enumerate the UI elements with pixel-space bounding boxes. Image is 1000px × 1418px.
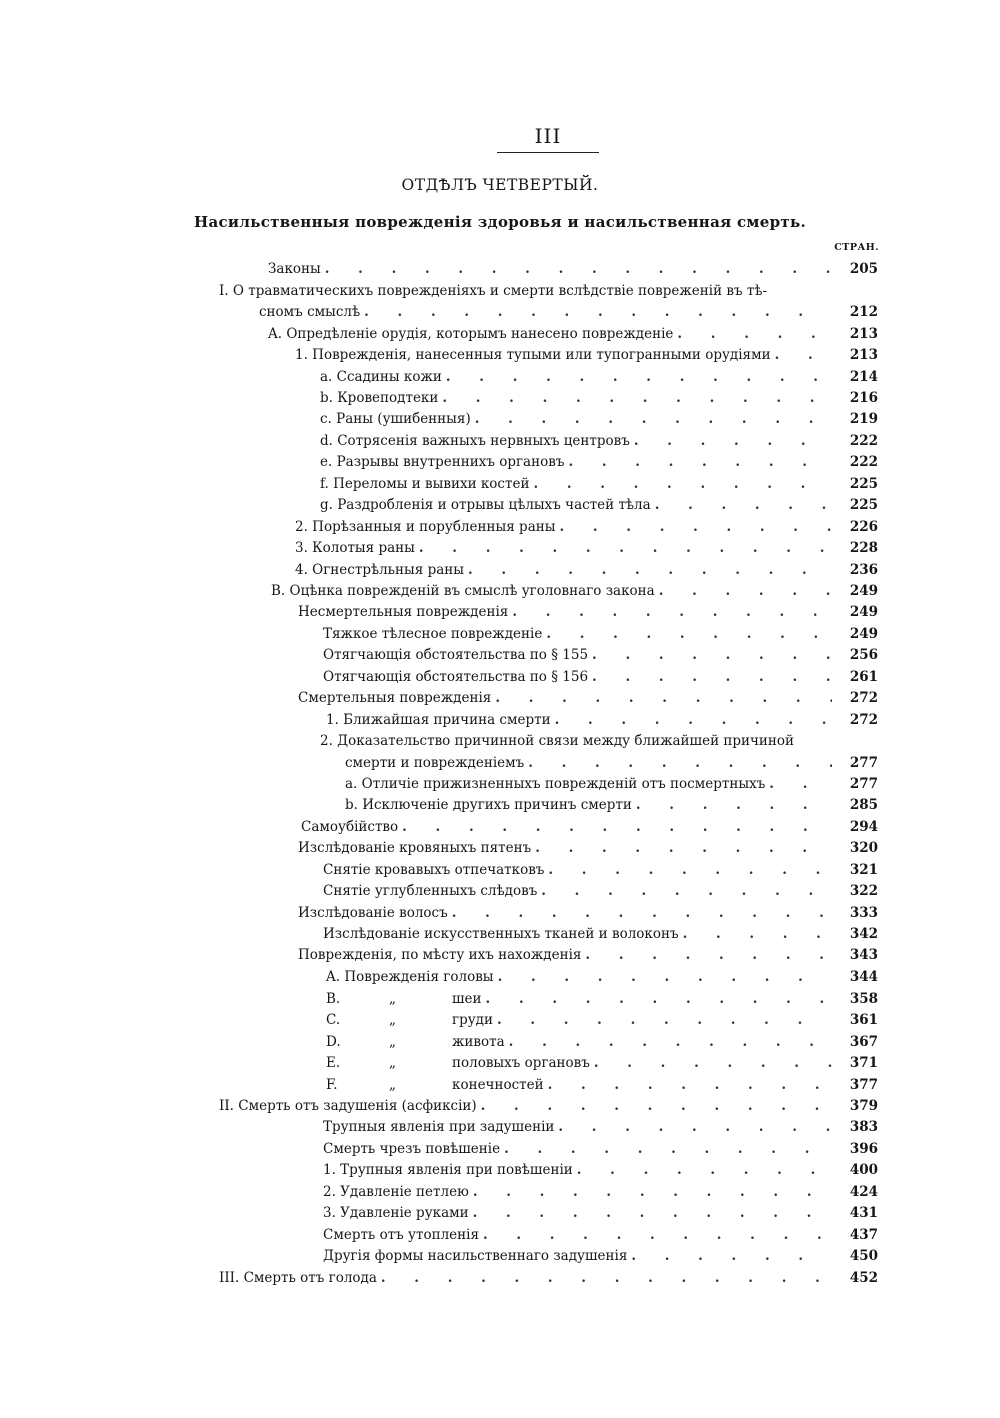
toc-entry-letter: D. xyxy=(326,1034,341,1050)
toc-entry-text: 1. Поврежденія, нанесенныя тупыми или тупогранными орудіями xyxy=(295,347,771,363)
toc-entry-text: A. Опредѣленіе орудія, которымъ нанесено поврежденіе xyxy=(268,326,674,342)
toc-entry xyxy=(320,387,832,409)
toc-row xyxy=(0,344,1000,366)
toc-entry-letter: E. xyxy=(326,1055,341,1071)
toc-entry-text: b. Исключеніе другихъ причинъ смерти xyxy=(345,797,632,813)
toc-page-number: 361 xyxy=(849,1012,878,1028)
toc-row xyxy=(0,280,1000,302)
toc-entry xyxy=(323,1116,832,1138)
dot-leader xyxy=(683,923,832,945)
toc-row xyxy=(0,752,1000,774)
dot-leader xyxy=(560,516,833,538)
dot-leader xyxy=(636,794,832,816)
dot-leader xyxy=(535,837,832,859)
toc-page-number: 205 xyxy=(849,261,878,277)
toc-entry-text: Самоубійство xyxy=(301,819,399,835)
toc-entry xyxy=(323,923,832,945)
toc-page-number: 228 xyxy=(849,540,878,556)
toc-entry-label: шеи xyxy=(452,991,482,1007)
toc-row xyxy=(0,1202,1000,1224)
toc-entry xyxy=(298,837,832,859)
dot-leader xyxy=(473,1181,832,1203)
toc-row xyxy=(0,1095,1000,1117)
toc-entry xyxy=(345,773,832,795)
page-number: III xyxy=(497,124,599,153)
dot-leader xyxy=(468,559,832,581)
toc-row xyxy=(0,387,1000,409)
toc-page-number: 236 xyxy=(849,562,878,578)
toc-row xyxy=(0,258,1000,280)
toc-row xyxy=(0,494,1000,516)
toc-entry-ditto: „ xyxy=(389,1034,396,1050)
toc-entry xyxy=(301,816,832,838)
toc-row xyxy=(0,988,1000,1010)
toc-entry-ditto: „ xyxy=(389,1012,396,1028)
toc-page-number: 379 xyxy=(849,1098,878,1114)
toc-entry-text: 1. Ближайшая причина смерти xyxy=(326,712,551,728)
toc-page-number: 450 xyxy=(849,1248,878,1264)
dot-leader xyxy=(452,902,832,924)
dot-leader xyxy=(634,430,832,452)
toc-row xyxy=(0,880,1000,902)
toc-page-number: 343 xyxy=(849,947,878,963)
toc-entry-text xyxy=(326,988,486,1010)
toc-entry-text: b. Кровеподтеки xyxy=(320,390,439,406)
toc-row xyxy=(0,451,1000,473)
toc-entry xyxy=(345,794,832,816)
dot-leader xyxy=(509,1031,832,1053)
toc-row xyxy=(0,1181,1000,1203)
toc-row xyxy=(0,366,1000,388)
toc-row xyxy=(0,473,1000,495)
toc-entry-text: сномъ смыслѣ xyxy=(259,304,361,320)
toc-entry xyxy=(271,580,832,602)
toc-entry-text: III. Смерть отъ голода xyxy=(219,1270,377,1286)
toc-entry xyxy=(326,1074,832,1096)
toc-entry-letter: B. xyxy=(326,991,341,1007)
toc-page-number: 249 xyxy=(849,604,878,620)
dot-leader xyxy=(775,344,832,366)
toc-row xyxy=(0,709,1000,731)
dot-leader xyxy=(568,451,832,473)
toc-entry xyxy=(326,1031,832,1053)
toc-entry-letter: F. xyxy=(326,1077,338,1093)
toc-entry xyxy=(295,516,832,538)
toc-page-number: 452 xyxy=(849,1270,878,1286)
toc-row xyxy=(0,1159,1000,1181)
toc-entry-text: Несмертельныя поврежденія xyxy=(298,604,509,620)
toc-entry-text: 2. Порѣзанныя и порубленныя раны xyxy=(295,519,556,535)
toc-entry xyxy=(326,1009,832,1031)
toc-entry xyxy=(268,323,832,345)
dot-leader xyxy=(592,666,832,688)
toc-entry-ditto: „ xyxy=(389,991,396,1007)
toc-entry-text xyxy=(326,1009,497,1031)
toc-page-number: 213 xyxy=(849,326,878,342)
dot-leader xyxy=(528,752,832,774)
dot-leader xyxy=(495,687,832,709)
dot-leader xyxy=(504,1138,832,1160)
dot-leader xyxy=(475,408,832,430)
toc-entry-text: 3. Удавленіе руками xyxy=(323,1205,469,1221)
toc-row xyxy=(0,559,1000,581)
toc-entry-text: Поврежденія, по мѣсту ихъ нахожденія xyxy=(298,947,582,963)
toc-page-number: 216 xyxy=(849,390,878,406)
dot-leader xyxy=(546,623,832,645)
toc-page-number: 344 xyxy=(849,969,878,985)
toc-row xyxy=(0,816,1000,838)
toc-entry xyxy=(320,366,832,388)
toc-entry xyxy=(320,494,832,516)
toc-entry-text: e. Разрывы внутреннихъ органовъ xyxy=(320,454,565,470)
toc-page-number: 377 xyxy=(849,1077,878,1093)
toc-page-number: 437 xyxy=(849,1227,878,1243)
toc-entry-label: груди xyxy=(452,1012,493,1028)
dot-leader xyxy=(541,880,832,902)
toc-page-number: 219 xyxy=(849,411,878,427)
dot-leader xyxy=(585,944,832,966)
toc-entry-text: Законы xyxy=(268,261,321,277)
toc-entry xyxy=(320,473,832,495)
toc-entry-text xyxy=(326,1031,509,1053)
toc-entry xyxy=(259,301,832,323)
toc-row xyxy=(0,516,1000,538)
dot-leader xyxy=(473,1202,832,1224)
toc-page-number: 225 xyxy=(849,497,878,513)
toc-page-number: 285 xyxy=(849,797,878,813)
toc-page-number: 383 xyxy=(849,1119,878,1135)
toc-entry-text: f. Переломы и вывихи костей xyxy=(320,476,530,492)
toc-page-number: 213 xyxy=(849,347,878,363)
toc-entry-label: половыхъ органовъ xyxy=(452,1055,590,1071)
toc-entry-label: конечностей xyxy=(452,1077,544,1093)
toc-row xyxy=(0,1074,1000,1096)
toc-page-number: 277 xyxy=(849,755,878,771)
toc-entry-text: Снятіе кровавыхъ отпечатковъ xyxy=(323,862,545,878)
toc-entry-text xyxy=(326,1052,594,1074)
toc-row xyxy=(0,301,1000,323)
dot-leader xyxy=(442,387,832,409)
toc-entry-text: Трупныя явленія при задушеніи xyxy=(323,1119,555,1135)
toc-row xyxy=(0,537,1000,559)
toc-page-number: 333 xyxy=(849,905,878,921)
toc-page-number: 212 xyxy=(849,304,878,320)
toc-entry xyxy=(345,752,832,774)
dot-leader xyxy=(631,1245,832,1267)
toc-entry xyxy=(298,944,832,966)
toc-entry-text: a. Ссадины кожи xyxy=(320,369,442,385)
toc-row xyxy=(0,644,1000,666)
toc-row xyxy=(0,794,1000,816)
toc-page-number: 256 xyxy=(849,647,878,663)
dot-leader xyxy=(325,258,832,280)
toc-entry xyxy=(323,644,832,666)
dot-leader xyxy=(483,1224,832,1246)
dot-leader xyxy=(548,859,832,881)
toc-page-number: 214 xyxy=(849,369,878,385)
toc-page-number: 249 xyxy=(849,626,878,642)
toc-page-number: 367 xyxy=(849,1034,878,1050)
toc-page-number: 358 xyxy=(849,991,878,1007)
dot-leader xyxy=(364,301,832,323)
toc-entry xyxy=(219,1095,832,1117)
toc-row xyxy=(0,601,1000,623)
toc-page-number: 277 xyxy=(849,776,878,792)
dot-leader xyxy=(659,580,832,602)
toc-page-number: 261 xyxy=(849,669,878,685)
toc-entry-text: Отягчающія обстоятельства по § 155 xyxy=(323,647,589,663)
toc-entry-text: d. Сотрясенія важныхъ нервныхъ центровъ xyxy=(320,433,630,449)
dot-leader xyxy=(381,1267,832,1289)
toc-page-number: 222 xyxy=(849,433,878,449)
toc-row xyxy=(0,1031,1000,1053)
toc-entry xyxy=(326,1052,832,1074)
toc-entry-letter: C. xyxy=(326,1012,341,1028)
toc-row xyxy=(0,1116,1000,1138)
dot-leader xyxy=(548,1074,832,1096)
toc-entry-text: Тяжкое тѣлесное поврежденіе xyxy=(323,626,543,642)
toc-entry-text: g. Раздробленія и отрывы цѣлыхъ частей тѣла xyxy=(320,497,651,513)
dot-leader xyxy=(446,366,832,388)
toc-page-number: 226 xyxy=(849,519,878,535)
toc-entry xyxy=(323,1138,832,1160)
dot-leader xyxy=(497,1009,832,1031)
dot-leader xyxy=(592,644,832,666)
toc-entry xyxy=(323,1202,832,1224)
toc-row xyxy=(0,966,1000,988)
toc-entry-text: Снятіе углубленныхъ слѣдовъ xyxy=(323,883,538,899)
toc-entry-text: 2. Удавленіе петлею xyxy=(323,1184,469,1200)
toc-row xyxy=(0,1224,1000,1246)
toc-row xyxy=(0,944,1000,966)
toc-page-number: 322 xyxy=(849,883,878,899)
toc-row xyxy=(0,408,1000,430)
toc-entry-text: Смерть отъ утопленія xyxy=(323,1227,479,1243)
part-title: Насильственныя поврежденія здоровья и насильственная смерть. xyxy=(193,213,806,231)
toc-page-number: 321 xyxy=(849,862,878,878)
dot-leader xyxy=(769,773,832,795)
toc-entry-text: Изслѣдованіе волосъ xyxy=(298,905,448,921)
toc-row xyxy=(0,623,1000,645)
toc-entry-text: Смерть чрезъ повѣшеніе xyxy=(323,1141,501,1157)
toc-entry xyxy=(320,451,832,473)
toc-entry-text xyxy=(326,1074,548,1096)
toc-page-number: 222 xyxy=(849,454,878,470)
toc-entry-text: Другія формы насильственнаго задушенія xyxy=(323,1248,628,1264)
dot-leader xyxy=(577,1159,832,1181)
toc-entry-ditto: „ xyxy=(389,1055,396,1071)
dot-leader xyxy=(402,816,832,838)
toc-entry xyxy=(323,859,832,881)
toc-entry xyxy=(323,666,832,688)
toc-row xyxy=(0,1245,1000,1267)
dot-leader xyxy=(498,966,832,988)
toc-page-number: 431 xyxy=(849,1205,878,1221)
toc-entry-text: 4. Огнестрѣльныя раны xyxy=(295,562,465,578)
toc-entry xyxy=(326,709,832,731)
toc-entry xyxy=(323,1181,832,1203)
toc-page-number: 294 xyxy=(849,819,878,835)
toc-row xyxy=(0,323,1000,345)
toc-entry-label: живота xyxy=(452,1034,505,1050)
toc-entry-text: Изслѣдованіе искусственныхъ тканей и волоконъ xyxy=(323,926,679,942)
toc-page-number: 342 xyxy=(849,926,878,942)
toc-row xyxy=(0,730,1000,752)
toc-entry-text: II. Смерть отъ задушенія (асфиксіи) xyxy=(219,1098,477,1114)
toc-page-number: 272 xyxy=(849,712,878,728)
dot-leader xyxy=(533,473,832,495)
toc-row xyxy=(0,923,1000,945)
toc-entry xyxy=(326,966,832,988)
toc-entry xyxy=(320,730,832,752)
dot-leader xyxy=(677,323,832,345)
toc-row xyxy=(0,1267,1000,1289)
toc-page-number: 424 xyxy=(849,1184,878,1200)
dot-leader xyxy=(486,988,832,1010)
toc-entry xyxy=(295,559,832,581)
section-title: ОТДѢЛЪ ЧЕТВЕРТЫЙ. xyxy=(401,176,599,194)
dot-leader xyxy=(555,709,832,731)
toc-entry xyxy=(298,902,832,924)
toc-entry-text: B. Оцѣнка поврежденій въ смыслѣ уголовнаго закона xyxy=(271,583,655,599)
toc-entry xyxy=(219,1267,832,1289)
toc-entry xyxy=(323,1159,832,1181)
toc-entry-text: c. Раны (ушибенныя) xyxy=(320,411,471,427)
toc-entry xyxy=(326,988,832,1010)
toc-entry-text: смерти и поврежденіемъ xyxy=(345,755,525,771)
toc-entry-text: a. Отличіе прижизненныхъ поврежденій отъ посмертныхъ xyxy=(345,776,766,792)
toc-row xyxy=(0,666,1000,688)
toc-page-number: 272 xyxy=(849,690,878,706)
toc-page-number: 249 xyxy=(849,583,878,599)
dot-leader xyxy=(558,1116,832,1138)
toc-page-number: 371 xyxy=(849,1055,878,1071)
toc-row xyxy=(0,859,1000,881)
toc-entry xyxy=(298,601,832,623)
page-column-label: СТРАН. xyxy=(834,242,879,253)
toc-entry xyxy=(323,1224,832,1246)
dot-leader xyxy=(655,494,832,516)
toc-row xyxy=(0,837,1000,859)
toc-entry xyxy=(298,687,832,709)
toc-row xyxy=(0,773,1000,795)
toc-entry-text: 3. Колотыя раны xyxy=(295,540,415,556)
toc-row xyxy=(0,1138,1000,1160)
toc-entry-text: 2. Доказательство причинной связи между ближайшей причиной xyxy=(320,733,795,749)
toc-entry-text: Смертельныя поврежденія xyxy=(298,690,492,706)
toc-page-number: 396 xyxy=(849,1141,878,1157)
toc-page-number: 400 xyxy=(849,1162,878,1178)
toc-entry-text: Отягчающія обстоятельства по § 156 xyxy=(323,669,589,685)
toc-page-number: 320 xyxy=(849,840,878,856)
toc-entry xyxy=(323,1245,832,1267)
toc-row xyxy=(0,687,1000,709)
dot-leader xyxy=(481,1095,832,1117)
toc-row xyxy=(0,430,1000,452)
dot-leader xyxy=(594,1052,832,1074)
dot-leader xyxy=(512,601,832,623)
toc-entry-ditto: „ xyxy=(389,1077,396,1093)
toc-entry xyxy=(268,258,832,280)
toc-entry-text: 1. Трупныя явленія при повѣшеніи xyxy=(323,1162,573,1178)
toc-page-number: 225 xyxy=(849,476,878,492)
toc-entry xyxy=(323,880,832,902)
toc-row xyxy=(0,1009,1000,1031)
toc-entry xyxy=(323,623,832,645)
toc-entry-text: Изслѣдованіе кровяныхъ пятенъ xyxy=(298,840,532,856)
toc-row xyxy=(0,902,1000,924)
toc-entry xyxy=(219,280,832,302)
toc-row xyxy=(0,580,1000,602)
toc-entry xyxy=(320,430,832,452)
toc-row xyxy=(0,1052,1000,1074)
toc-entry xyxy=(295,344,832,366)
toc-entry xyxy=(320,408,832,430)
toc-entry-text: I. О травматическихъ поврежденіяхъ и смерти вслѣдствіе повреженій въ тѣ- xyxy=(219,283,768,299)
toc-entry-text: A. Поврежденія головы xyxy=(326,969,494,985)
dot-leader xyxy=(419,537,832,559)
toc-entry xyxy=(295,537,832,559)
